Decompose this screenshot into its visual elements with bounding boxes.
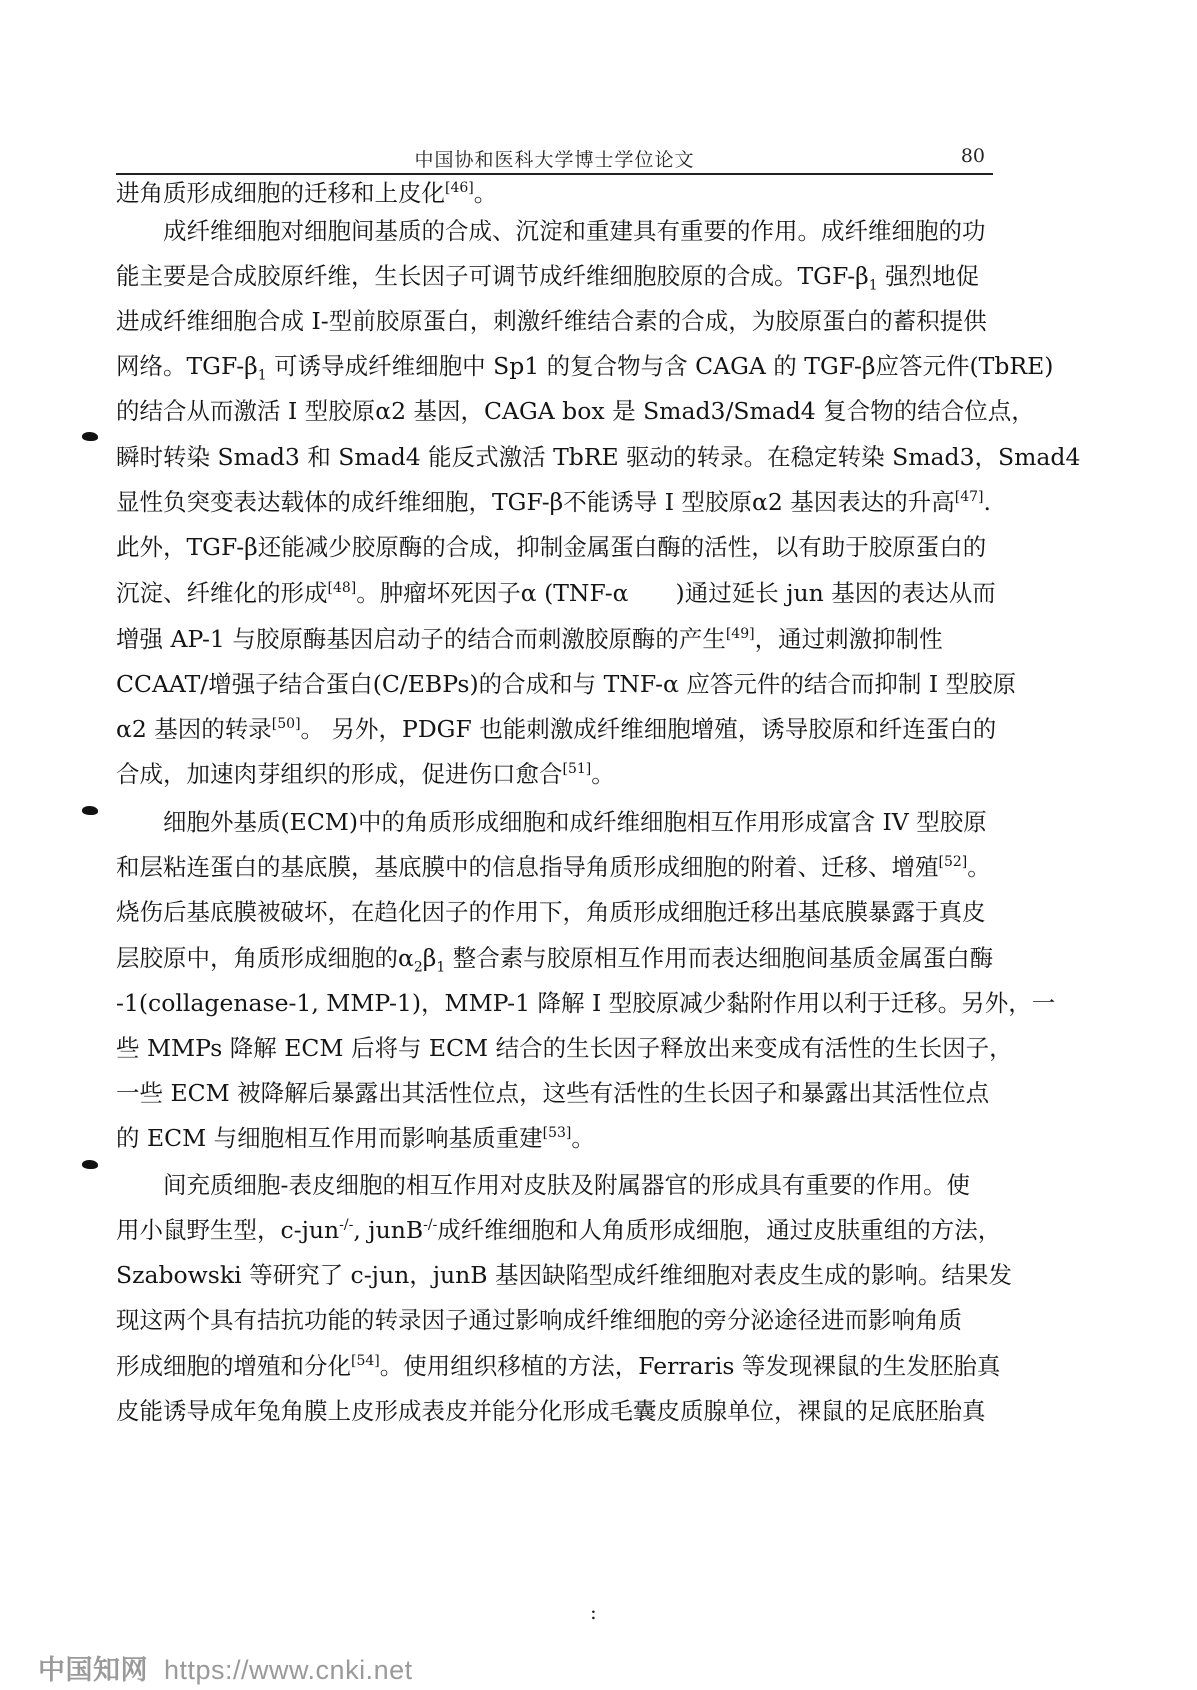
text-line: 些 MMPs 降解 ECM 后将与 ECM 结合的生长因子释放出来变成有活性的生长因子， xyxy=(116,1034,1013,1062)
text-line: α2 基因的转录[50]。 另外，PDGF 也能刺激成纤维细胞增殖，诱导胶原和纤连蛋白的 xyxy=(116,715,997,743)
text-line: 间充质细胞-表皮细胞的相互作用对皮肤及附属器官的形成具有重要的作用。使 xyxy=(116,1171,970,1199)
text-line: 此外，TGF-β还能减少胶原酶的合成，抑制金属蛋白酶的活性，以有助于胶原蛋白的 xyxy=(116,533,987,561)
text-line: 合成，加速肉芽组织的形成，促进伤口愈合[51]。 xyxy=(116,760,615,788)
text-line: 成纤维细胞对细胞间基质的合成、沉淀和重建具有重要的作用。成纤维细胞的功 xyxy=(116,217,986,245)
margin-mark xyxy=(82,1160,98,1169)
text-line: 网络。TGF-$\beta_1$ 可诱导成纤维细胞中 Sp1 的复合物与含 CAGA 的 TGF-β应答元件(TbRE) xyxy=(116,352,1054,384)
text-line: 和层粘连蛋白的基底膜，基底膜中的信息指导角质形成细胞的附着、迁移、增殖[52]。 xyxy=(116,853,991,881)
text-line: 一些 ECM 被降解后暴露出其活性位点，这些有活性的生长因子和暴露出其活性位点 xyxy=(116,1079,990,1107)
text-line: 烧伤后基底膜被破坏，在趋化因子的作用下，角质形成细胞迁移出基底膜暴露于真皮 xyxy=(116,898,986,926)
text-line: 用小鼠野生型，c-jun-/-, junB-/-成纤维细胞和人角质形成细胞，通过皮肤重组的方法， xyxy=(116,1216,1002,1244)
margin-mark xyxy=(82,806,98,815)
text-line: -1(collagenase-1, MMP-1)，MMP-1 降解 I 型胶原减少黏附作用以利于迁移。另外，一 xyxy=(116,989,1056,1017)
text-line: 瞬时转染 Smad3 和 Smad4 能反式激活 TbRE 驱动的转录。在稳定转染 Smad3，Smad4 xyxy=(116,443,1081,471)
watermark-url: https://www.cnki.net xyxy=(164,1655,413,1685)
text-line: 的结合从而激活 I 型胶原α2 基因，CAGA box 是 Smad3/Smad4 复合物的结合位点， xyxy=(116,397,1035,425)
page-header xyxy=(116,143,993,175)
margin-mark xyxy=(82,432,98,441)
text-line: 皮能诱导成年兔角膜上皮形成表皮并能分化形成毛囊皮质腺单位，裸鼠的足底胚胎真 xyxy=(116,1397,986,1425)
text-line: 的 ECM 与细胞相互作用而影响基质重建[53]。 xyxy=(116,1124,595,1152)
text-line: 进角质形成细胞的迁移和上皮化[46]。 xyxy=(116,179,498,207)
text-line: 增强 AP-1 与胶原酶基因启动子的结合而刺激胶原酶的产生[49]，通过刺激抑制性 xyxy=(116,625,943,653)
text-line: Szabowski 等研究了 c-jun，junB 基因缺陷型成纤维细胞对表皮生成的影响。结果发 xyxy=(116,1261,1013,1289)
text-line: 进成纤维细胞合成 I-型前胶原蛋白，刺激纤维结合素的合成，为胶原蛋白的蓄积提供 xyxy=(116,307,987,335)
text-line: CCAAT/增强子结合蛋白(C/EBPs)的合成和与 TNF-α 应答元件的结合而抑制 I 型胶原 xyxy=(116,670,1017,698)
watermark xyxy=(38,1648,413,1687)
text-line: 显性负突变表达载体的成纤维细胞，TGF-β不能诱导 I 型胶原α2 基因表达的升高[47]. xyxy=(116,488,991,516)
header-title: 中国协和医科大学博士学位论文 xyxy=(414,149,695,171)
text-line: 能主要是合成胶原纤维，生长因子可调节成纤维细胞胶原的合成。TGF-$\beta_1$ 强烈地促 xyxy=(116,262,980,294)
text-line: 沉淀、纤维化的形成[48]。肿瘤坏死因子α (TNF-α )通过延长 jun 基因的表达从而 xyxy=(116,579,996,607)
watermark-brand: 中国知网 xyxy=(38,1655,148,1685)
text-line: 层胶原中，角质形成细胞的$\alpha_2\beta_1$ 整合素与胶原相互作用而表达细胞间基质金属蛋白酶 xyxy=(116,944,994,976)
footer-mark: : xyxy=(590,1600,597,1624)
text-line: 现这两个具有拮抗功能的转录因子通过影响成纤维细胞的旁分泌途径进而影响角质 xyxy=(116,1306,962,1334)
page-number: 80 xyxy=(960,145,985,167)
text-line: 形成细胞的增殖和分化[54]。使用组织移植的方法，Ferraris 等发现裸鼠的生发胚胎真 xyxy=(116,1352,1001,1380)
text-line: 细胞外基质(ECM)中的角质形成细胞和成纤维细胞相互作用形成富含 IV 型胶原 xyxy=(116,808,987,836)
